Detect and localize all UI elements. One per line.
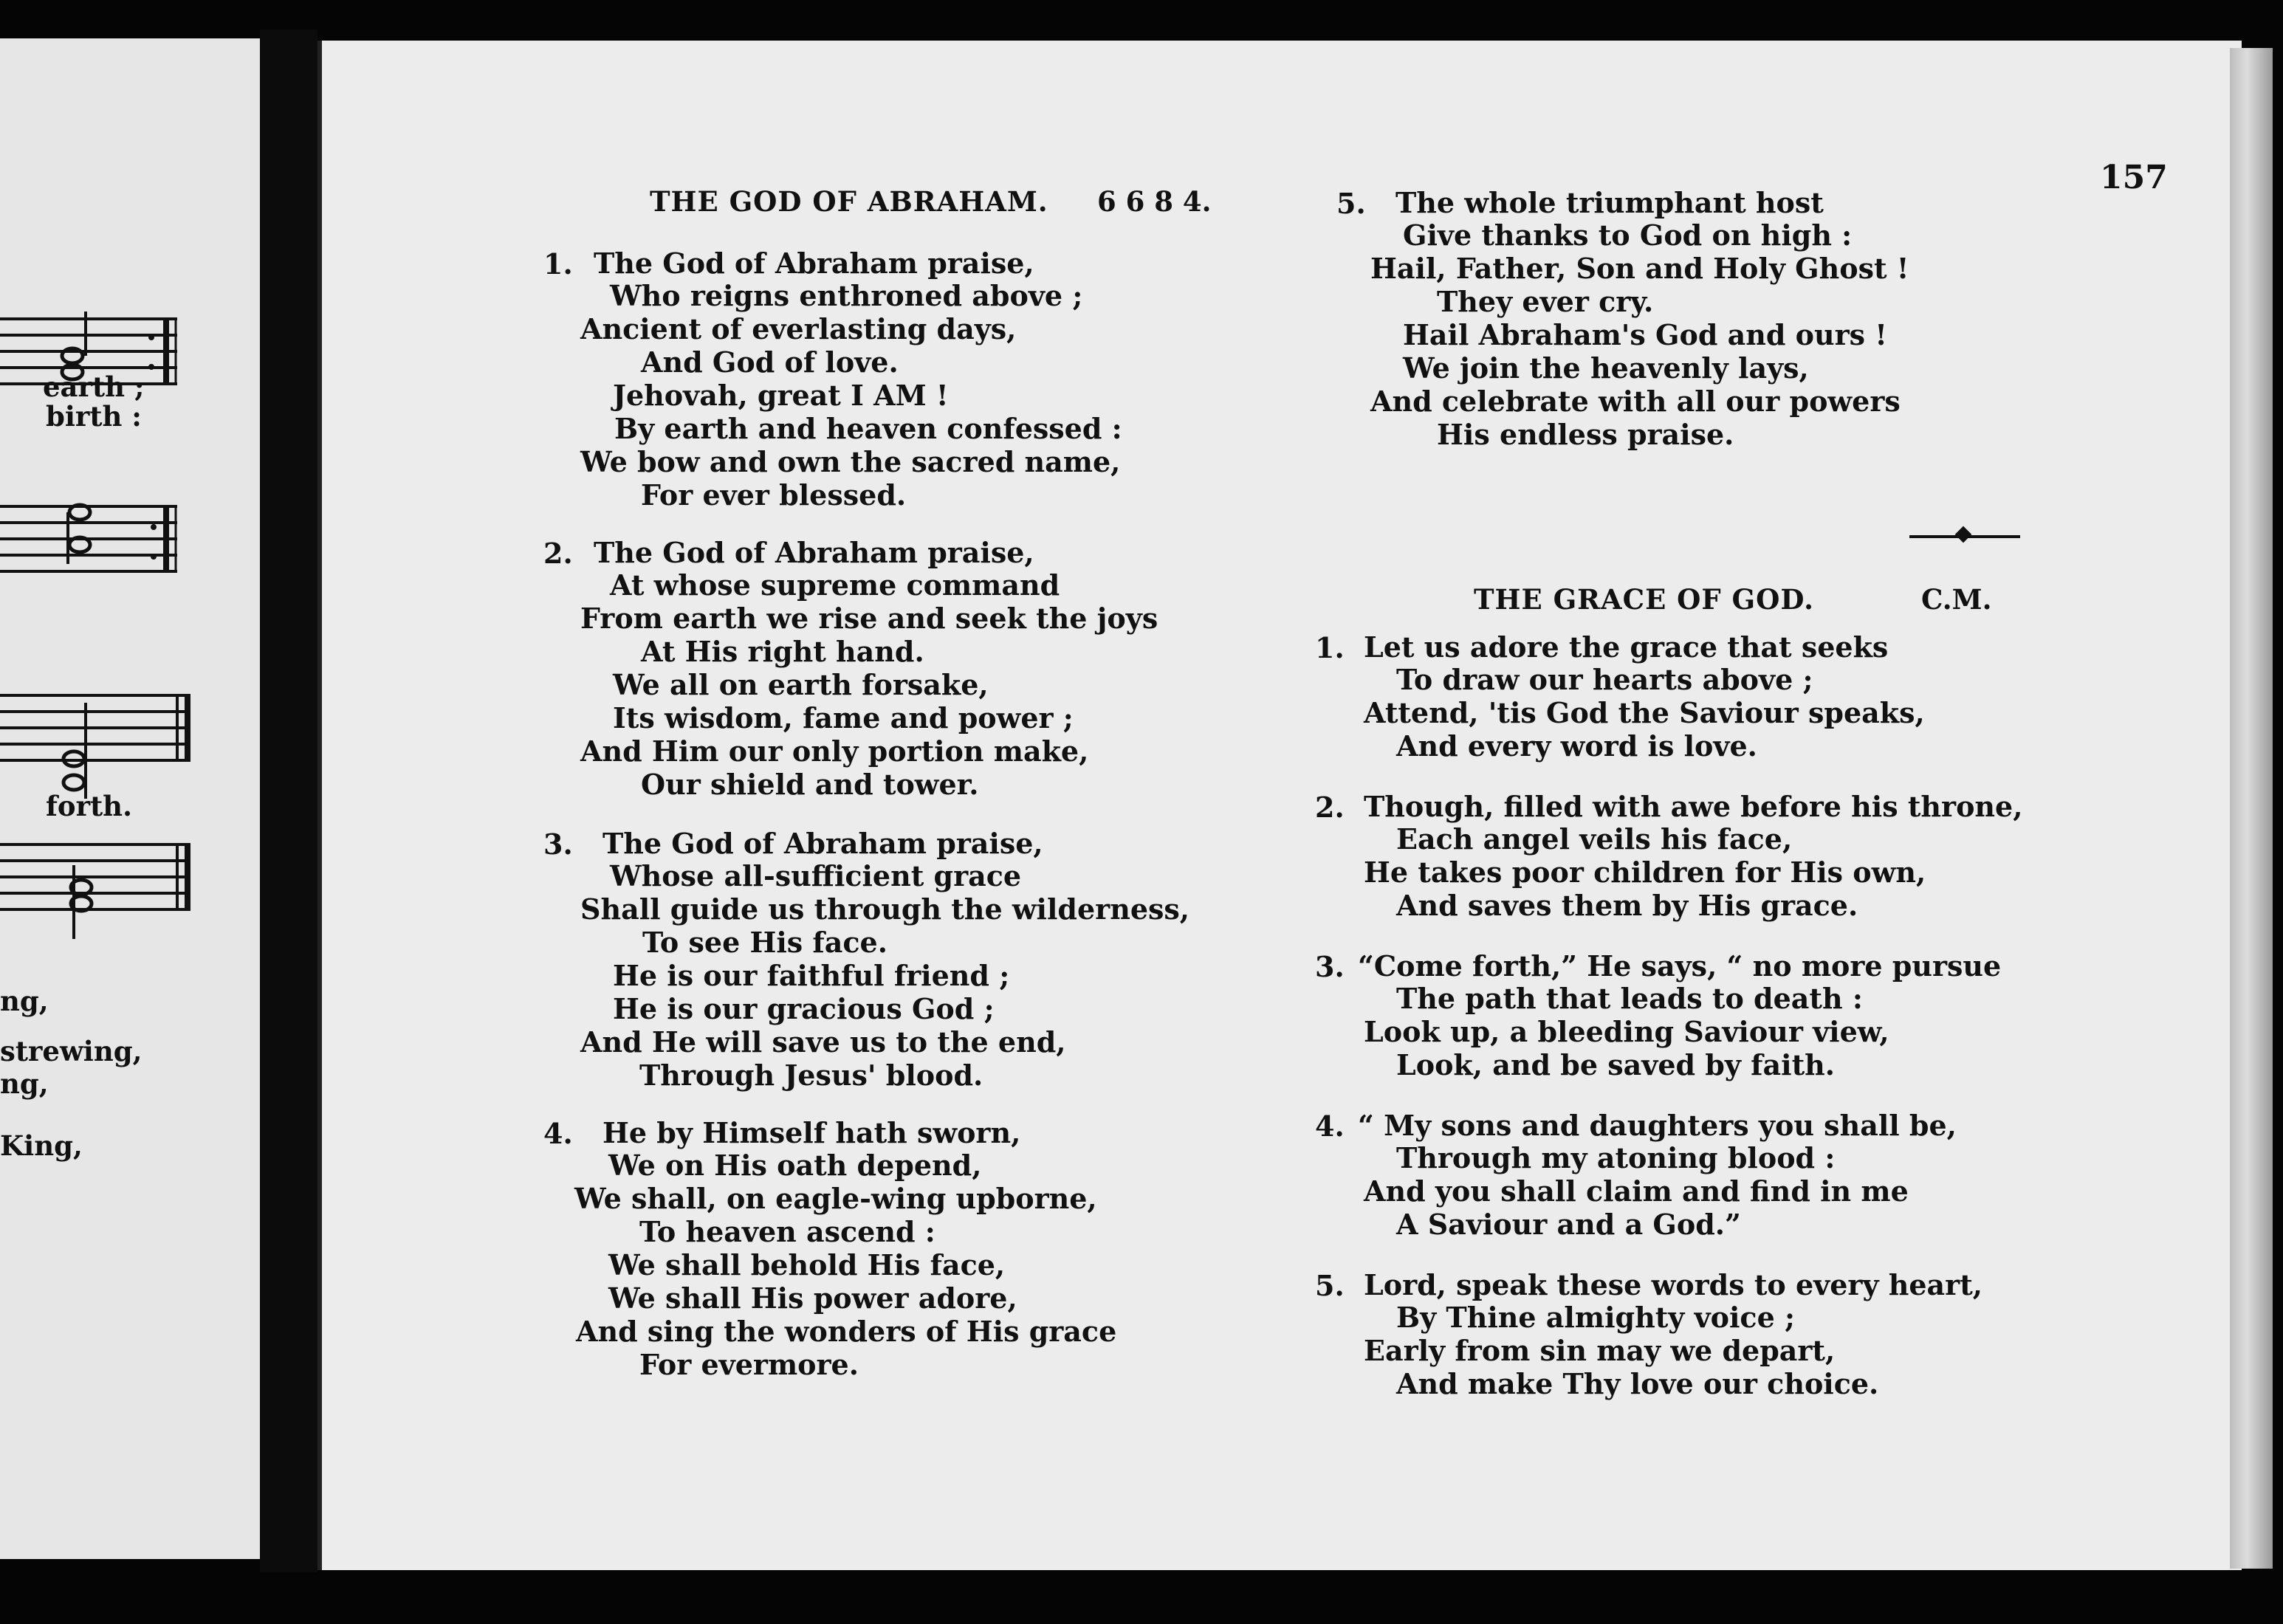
left-word-king: King, (0, 1129, 83, 1162)
left-word-strewing: strewing, (0, 1035, 143, 1067)
verse-line: They ever cry. (1437, 285, 1654, 318)
verse-line: We shall His power adore, (608, 1281, 1017, 1315)
verse-line: Who reigns enthroned above ; (610, 279, 1083, 312)
page-stack-edge (2230, 48, 2273, 1569)
left-word-ng-2: ng, (0, 1067, 49, 1100)
verse-line: And make Thy love our choice. (1396, 1367, 1879, 1400)
hymn-meter-grace-of-god: C.M. (1921, 583, 1992, 616)
verse-line: Attend, 'tis God the Saviour speaks, (1364, 696, 1925, 729)
hymn-title-grace-of-god: THE GRACE OF GOD. (1474, 583, 1815, 616)
verse-line: For ever blessed. (641, 478, 907, 512)
verse-line: Each angel veils his face, (1396, 822, 1793, 856)
verse-line: Hail, Father, Son and Holy Ghost ! (1370, 252, 1909, 285)
book-gutter (260, 30, 317, 1572)
hymn-meter-god-of-abraham: 6 6 8 4. (1097, 185, 1212, 218)
verse-line: We on His oath depend, (608, 1149, 982, 1182)
verse-line: Though, filled with awe before his throne, (1364, 790, 2023, 823)
verse-number: 4. (543, 1117, 573, 1150)
verse-line: Through Jesus' blood. (639, 1059, 983, 1092)
verse-line: We join the heavenly lays, (1403, 351, 1809, 385)
verse-line: Ancient of everlasting days, (580, 312, 1017, 345)
left-page-fragment (0, 38, 263, 1559)
hymn-title-god-of-abraham: THE GOD OF ABRAHAM. (650, 185, 1048, 218)
verse-number: 2. (543, 537, 573, 570)
verse-line: And sing the wonders of His grace (576, 1315, 1117, 1348)
verse-line: Its wisdom, fame and power ; (613, 701, 1074, 734)
verse-line: To see His face. (642, 926, 888, 959)
verse-line: “Come forth,” He says, “ no more pursue (1358, 949, 2002, 983)
verse-line: He is our gracious God ; (613, 992, 995, 1025)
verse-line: Hail Abraham's God and ours ! (1403, 318, 1887, 351)
verse-line: We bow and own the sacred name, (580, 445, 1121, 478)
main-page (317, 41, 2242, 1570)
verse-number: 2. (1315, 791, 1345, 824)
verse-line: And God of love. (641, 345, 899, 379)
verse-number: 3. (1315, 950, 1345, 983)
verse-line: Lord, speak these words to every heart, (1364, 1268, 1982, 1301)
left-word-birth: birth : (46, 400, 142, 433)
verse-number: 4. (1315, 1109, 1345, 1143)
left-word-ng: ng, (0, 985, 49, 1017)
verse-line: The path that leads to death : (1396, 982, 1863, 1015)
verse-number: 5. (1336, 187, 1366, 220)
verse-line: From earth we rise and seek the joys (580, 602, 1158, 635)
verse-number: 1. (543, 247, 573, 281)
verse-number: 3. (543, 828, 573, 861)
verse-line: And saves them by His grace. (1396, 889, 1858, 922)
verse-line: He by Himself hath sworn, (602, 1116, 1021, 1149)
page-number: 157 (2100, 159, 2168, 196)
verse-line: Jehovah, great I AM ! (613, 379, 949, 412)
verse-line: A Saviour and a God.” (1396, 1208, 1741, 1241)
verse-line: To draw our hearts above ; (1396, 663, 1813, 696)
verse-line: Let us adore the grace that seeks (1364, 630, 1889, 664)
verse-line: And every word is love. (1396, 729, 1757, 763)
verse-line: Early from sin may we depart, (1364, 1334, 1836, 1367)
verse-line: The God of Abraham praise, (594, 536, 1034, 569)
verse-line: And you shall claim and find in me (1364, 1174, 1909, 1208)
divider-diamond-icon (1955, 526, 1972, 543)
verse-line: At whose supreme command (610, 568, 1060, 602)
music-staff-2 (0, 498, 185, 579)
verse-line: He takes poor children for His own, (1364, 856, 1926, 889)
verse-line: Our shield and tower. (641, 768, 979, 801)
verse-line: To heaven ascend : (639, 1215, 935, 1248)
verse-line: We all on earth forsake, (613, 668, 989, 701)
verse-line: By earth and heaven confessed : (614, 412, 1122, 445)
verse-line: By Thine almighty voice ; (1396, 1301, 1795, 1334)
verse-line: “ My sons and daughters you shall be, (1358, 1109, 1957, 1142)
verse-line: And He will save us to the end, (580, 1025, 1066, 1059)
verse-line: We shall, on eagle-wing upborne, (574, 1182, 1097, 1215)
verse-line: Through my atoning blood : (1396, 1141, 1836, 1174)
verse-line: Look up, a bleeding Saviour view, (1364, 1015, 1889, 1048)
verse-line: Look, and be saved by faith. (1396, 1048, 1835, 1081)
verse-line: He is our faithful friend ; (613, 959, 1010, 992)
verse-line: The God of Abraham praise, (594, 247, 1034, 280)
verse-number: 1. (1315, 631, 1345, 664)
verse-line: The whole triumphant host (1395, 186, 1824, 219)
verse-line: His endless praise. (1437, 418, 1734, 451)
music-staff-4 (0, 836, 199, 946)
verse-line: Shall guide us through the wilderness, (580, 892, 1190, 926)
verse-line: For evermore. (639, 1348, 859, 1381)
verse-line: And Him our only portion make, (580, 734, 1089, 768)
left-word-forth: forth. (46, 790, 132, 822)
verse-line: And celebrate with all our powers (1370, 385, 1901, 418)
verse-line: Whose all-sufficient grace (610, 859, 1022, 892)
verse-line: We shall behold His face, (608, 1248, 1006, 1281)
verse-line: At His right hand. (641, 635, 924, 668)
verse-line: Give thanks to God on high : (1403, 219, 1853, 252)
verse-line: The God of Abraham praise, (602, 827, 1043, 860)
verse-number: 5. (1315, 1269, 1345, 1302)
left-word-earth: earth ; (43, 371, 145, 403)
